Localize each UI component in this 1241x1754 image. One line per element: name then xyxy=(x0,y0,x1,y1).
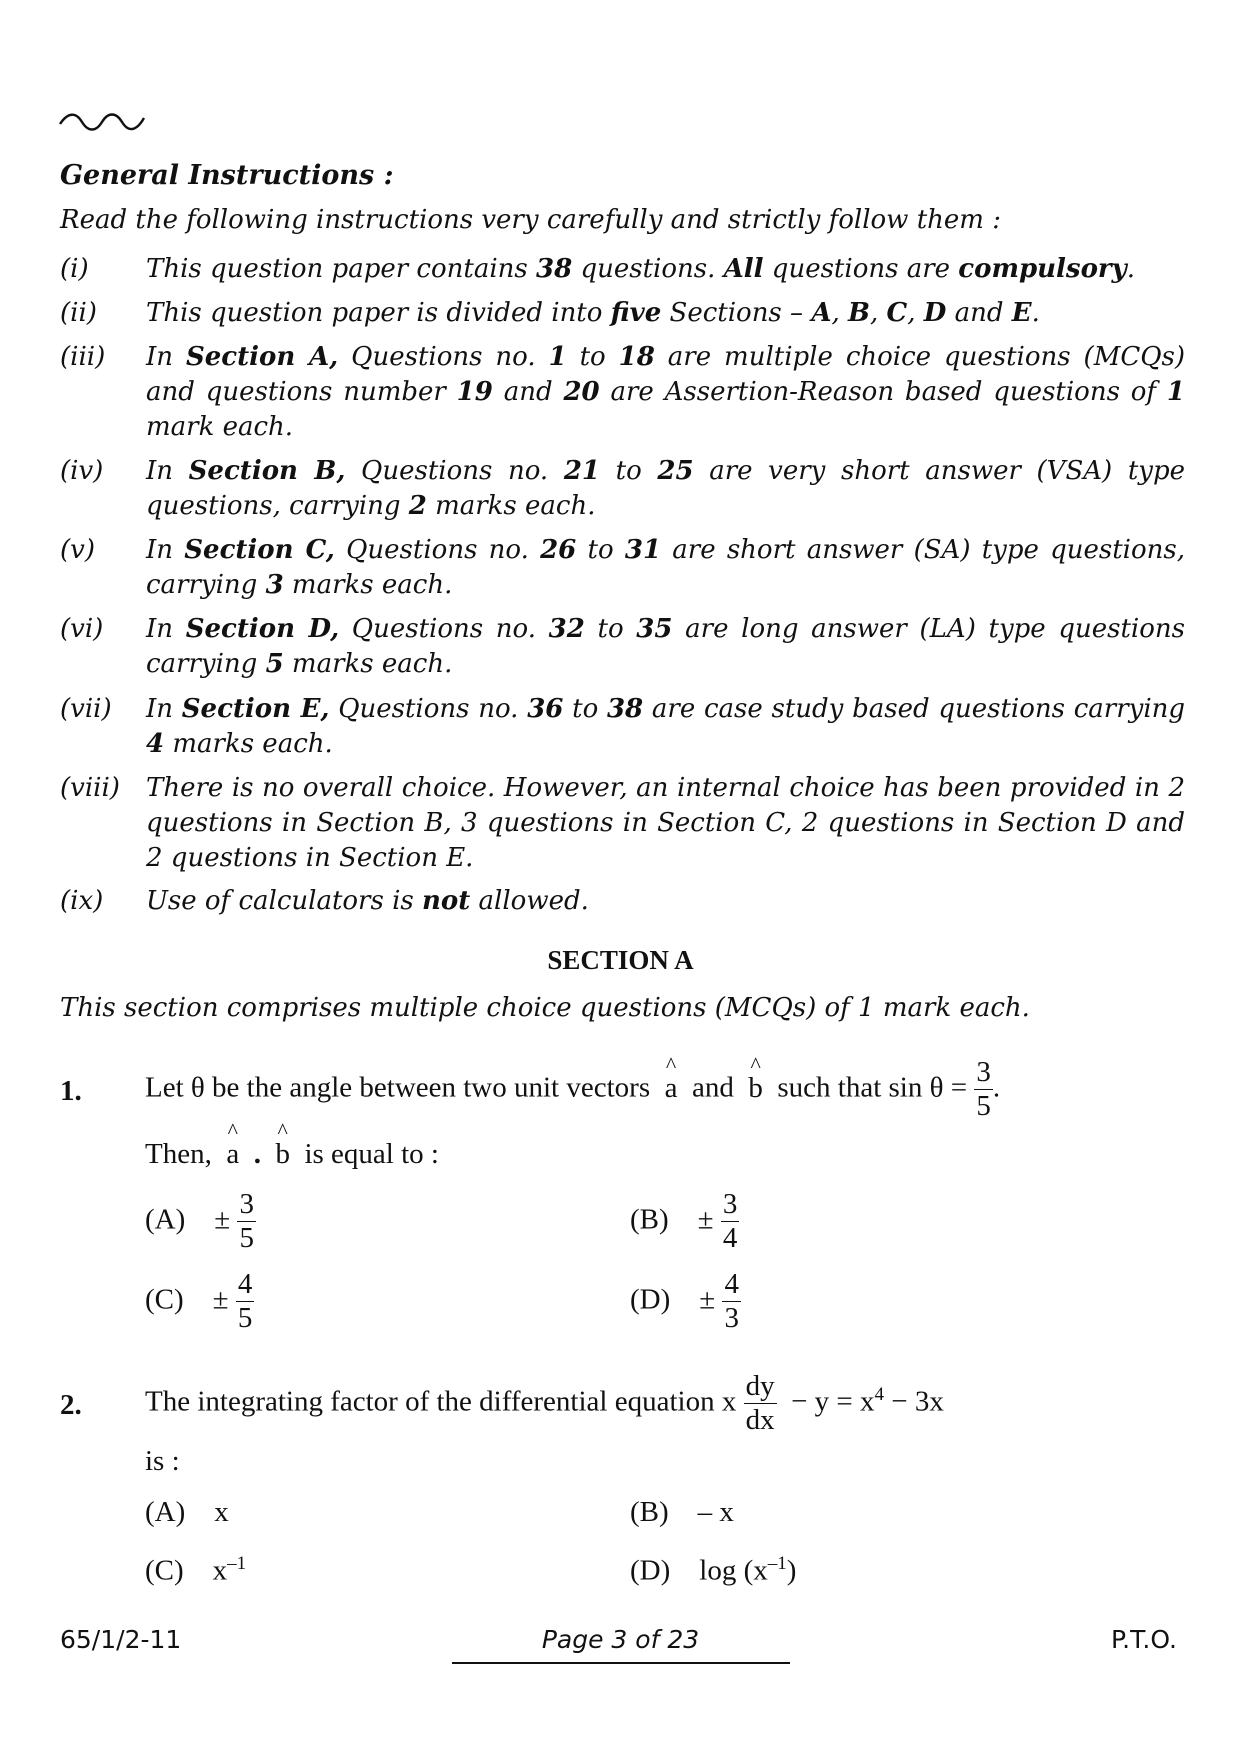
squiggle-icon xyxy=(58,110,146,132)
instruction-number: (vii) xyxy=(60,694,112,724)
section-description: This section comprises multiple choice questions (MCQs) of 1 mark each. xyxy=(60,993,1030,1023)
instructions-intro: Read the following instructions very carefully and strictly follow them : xyxy=(60,205,1001,235)
option-b[interactable]: (B) – x xyxy=(630,1496,734,1528)
option-c[interactable]: (C) $x^{-1}$ xyxy=(145,1553,247,1587)
instruction-item xyxy=(60,692,1185,762)
question-number: 1. xyxy=(60,1075,82,1107)
instruction-text: In Section B, Questions no. 21 to 25 are very short answer (VSA) type questions, carrying 2 marks each. xyxy=(146,456,1185,521)
instruction-item xyxy=(60,296,1185,331)
section-title: SECTION A xyxy=(547,945,694,975)
option-a[interactable]: (A) x xyxy=(145,1496,229,1528)
fraction: $\frac{3}{5}$ xyxy=(976,1056,991,1123)
pto-label: P.T.O. xyxy=(1111,1625,1177,1654)
question-text: Let θ be the angle between two unit vectors ^ a and ^ b such that sin θ = $\frac{3}{5}$ . xyxy=(145,1051,1001,1123)
derivative-fraction: $\frac{dy}{dx}$ xyxy=(745,1370,775,1437)
option-a[interactable]: (A) ± $\frac{3}{5}$ xyxy=(145,1188,254,1255)
question-text-continued: is : xyxy=(145,1445,180,1477)
instruction-item xyxy=(60,612,1185,682)
instruction-text: This question paper contains 38 questions. All questions are compulsory. xyxy=(146,254,1135,284)
instruction-number: (ii) xyxy=(60,298,97,328)
instruction-item xyxy=(60,454,1185,524)
instruction-text: In Section C, Questions no. 26 to 31 are short answer (SA) type questions, carrying 3 marks each. xyxy=(146,535,1185,600)
instruction-text: This question paper is divided into five Sections – A, B, C, D and E. xyxy=(146,298,1040,328)
instructions-title: General Instructions : xyxy=(60,160,394,191)
unit-vector-a: ^ a xyxy=(226,1118,240,1170)
option-c[interactable]: (C) ± $\frac{4}{5}$ xyxy=(145,1268,253,1335)
unit-vector-b: ^ b xyxy=(275,1118,290,1170)
instruction-number: (i) xyxy=(60,254,89,284)
question-number: 2. xyxy=(60,1389,82,1421)
instruction-text: In Section D, Questions no. 32 to 35 are long answer (LA) type questions carrying 5 marks each. xyxy=(146,614,1185,679)
option-b[interactable]: (B) ± $\frac{3}{4}$ xyxy=(630,1188,738,1255)
instruction-number: (vi) xyxy=(60,614,104,644)
question-text: The integrating factor of the differential equation x $\frac{dy}{dx}$ − $y = x^4 - 3x$ xyxy=(145,1370,944,1437)
instruction-number: (iii) xyxy=(60,342,106,372)
unit-vector-a: ^ a xyxy=(664,1051,678,1104)
instruction-number: (viii) xyxy=(60,773,120,803)
paper-code: 65/1/2-11 xyxy=(60,1625,182,1654)
instruction-item xyxy=(60,252,1185,287)
instruction-text: There is no overall choice. However, an internal choice has been provided in 2 questions in Section B, 3 questions in Section C, 2 questions in Section D and 2 questions in Section E. xyxy=(146,773,1185,873)
footer-divider xyxy=(452,1662,790,1664)
instruction-number: (ix) xyxy=(60,886,104,916)
unit-vector-b: ^ b xyxy=(748,1051,763,1104)
instruction-item xyxy=(60,771,1185,876)
instruction-text: In Section E, Questions no. 36 to 38 are case study based questions carrying 4 marks each. xyxy=(146,694,1186,759)
instruction-text: In Section A, Questions no. 1 to 18 are multiple choice questions (MCQs) and questions number 19 and 20 are Assertion-Reason based questions of 1 mark each. xyxy=(146,342,1186,442)
instruction-number: (v) xyxy=(60,535,95,565)
instruction-item xyxy=(60,884,1185,919)
instruction-item xyxy=(60,340,1185,445)
option-d[interactable]: (D) $\log (x^{-1})$ xyxy=(630,1553,797,1587)
question-text-continued: Then, ^ a . ^ b is equal to : xyxy=(145,1118,439,1170)
instruction-text: Use of calculators is not allowed. xyxy=(146,886,589,916)
instruction-item xyxy=(60,533,1185,603)
option-d[interactable]: (D) ± $\frac{4}{3}$ xyxy=(630,1268,739,1335)
instruction-number: (iv) xyxy=(60,456,104,486)
page-number: Page 3 of 23 xyxy=(541,1625,700,1654)
